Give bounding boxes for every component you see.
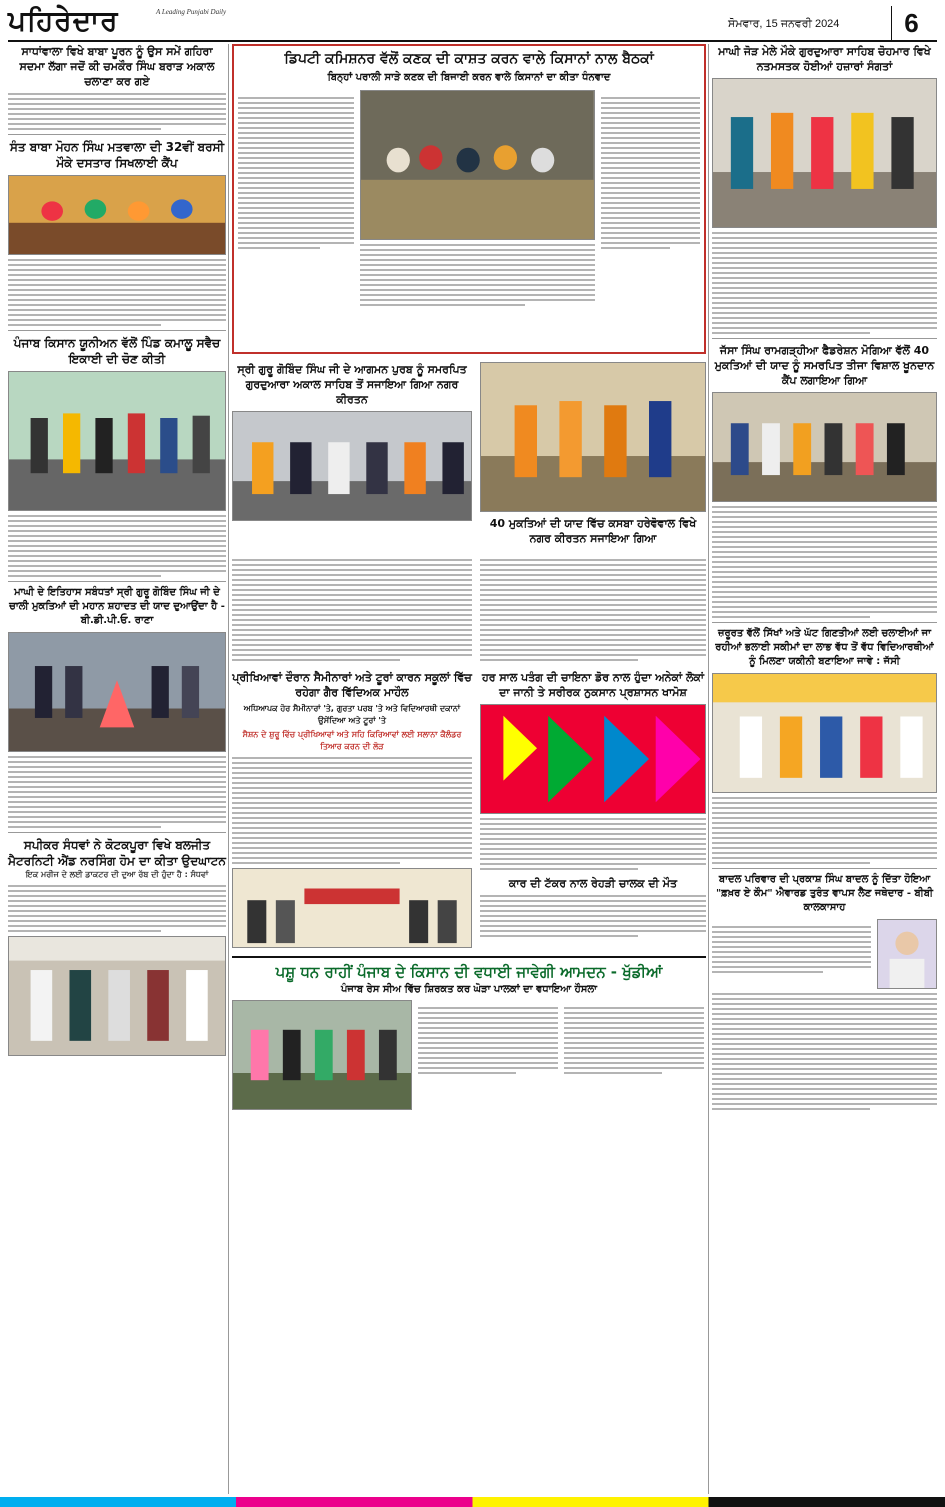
photo-hospital-inauguration [8,936,226,1056]
photo-nagar-kirtan [232,411,472,521]
middle-column [232,44,706,1110]
lead-headline: ਡਿਪਟੀ ਕਮਿਸ਼ਨਰ ਵੱਲੋਂ ਕਣਕ ਦੀ ਕਾਸ਼ਤ ਕਰਨ ਵਾਲੇ ਕਿਸਾਨਾਂ ਨਾਲ ਬੈਠਕਾਂ [284,51,654,67]
masthead [8,4,937,42]
photo-portrait [877,919,937,989]
column-divider [228,44,229,1494]
photo-maghi-mela [712,78,937,228]
article-body [480,895,706,937]
article-body [8,93,226,130]
photo-turban-camp [8,175,226,255]
newspaper-logo: ਪਹਿਰੇਦਾਰ [8,4,119,37]
article-subheadline: ਸੈਸ਼ਨ ਦੇ ਸ਼ੁਰੂ ਵਿੱਚ ਪ੍ਰੀਖਿਆਵਾਂ ਅਤੇ ਸਹਿ ਕਿਰਿਆਵਾਂ ਲਈ ਸਲਾਨਾ ਕੈਲੰਡਰ ਤਿਆਰ ਕਰਨ ਦੀ ਲੋੜ [242,730,462,751]
article-body [712,923,871,989]
article-body [712,232,937,334]
article-headline: ਸਾਧਾਂਵਾਲਾ ਵਿਖੇ ਬਾਬਾ ਪੂਰਨ ਨੂੰ ਉਸ ਸਮੇਂ ਗਹਿਰਾ ਸਦਮਾ ਲੱਗਾ ਜਦੋਂ ਕੀ ਚਮਕੌਰ ਸਿੰਘ ਬਰਾੜ ਅਕਾਲ ਚਲਾਣਾ ਕਰ ਗਏ [19,45,215,88]
article-headline: ਸ੍ਰੀ ਗੁਰੂ ਗੋਬਿੰਦ ਸਿੰਘ ਜੀ ਦੇ ਆਗਮਨ ਪੁਰਬ ਨੂੰ ਸਮਰਪਿਤ ਗੁਰਦੁਆਰਾ ਅਕਾਲ ਸਾਹਿਬ ਤੋਂ ਸਜਾਇਆ ਗਿਆ ਨਗਰ ਕੀਰਤਨ [237,363,467,406]
article-headline: ਹਰ ਸਾਲ ਪਤੰਗ ਦੀ ਚਾਇਨਾ ਡੋਰ ਨਾਲ ਹੁੰਦਾ ਅਨੇਕਾਂ ਲੋਕਾਂ ਦਾ ਜਾਨੀ ਤੇ ਸਰੀਰਕ ਨੁਕਸਾਨ ਪ੍ਰਸ਼ਾਸਨ ਖਾਮੋਸ਼ [481,671,705,699]
article-body [8,259,226,326]
article-body [232,757,472,864]
article-body [480,556,706,664]
article-body [418,1004,558,1110]
issue-date: ਸੋਮਵਾਰ, 15 ਜਨਵਰੀ 2024 [728,18,840,30]
article-body [8,515,226,577]
article-headline: ਪੰਜਾਬ ਕਿਸਾਨ ਯੂਨੀਅਨ ਵੱਲੋਂ ਪਿੰਡ ਕਮਾਲੂ ਸਵੈਚ ਇਕਾਈ ਦੀ ਚੋਣ ਕੀਤੀ [13,336,221,366]
article-body [712,993,937,1110]
lead-story-box [232,44,706,354]
article-headline: ਜੱਸਾ ਸਿੰਘ ਰਾਮਗੜ੍ਹੀਆ ਫੈਡਰੇਸ਼ਨ ਮੋਗਿਆ ਵੱਲੋਂ 40 ਮੁਕਤਿਆਂ ਦੀ ਯਾਦ ਨੂੰ ਸਮਰਪਿਤ ਤੀਜਾ ਵਿਸ਼ਾਲ ਖੂਨਦਾਨ ਕੈਂਪ ਲਗਾਇਆ ਗਿਆ [714,344,935,387]
photo-kites [480,704,706,814]
article-body [601,94,700,309]
photo-40-muktas-procession [480,362,706,512]
photo-gurdwara-committee-press [712,673,937,793]
article-body [480,818,706,870]
article-headline: ਸੰਤ ਬਾਬਾ ਮੋਹਨ ਸਿੰਘ ਮਤਵਾਲਾ ਦੀ 32ਵੀਂ ਬਰਸੀ ਮੌਕੇ ਦਸਤਾਰ ਸਿਖਲਾਈ ਕੈਂਪ [9,140,225,170]
article-body [238,94,354,309]
photo-union-meeting [8,371,226,511]
article-headline: ਸਪੀਕਰ ਸੰਧਵਾਂ ਨੇ ਕੋਟਕਪੂਰਾ ਵਿਖੇ ਬਲਜੀਤ ਮੈਟਰਨਿਟੀ ਐਂਡ ਨਰਸਿੰਗ ਹੋਮ ਦਾ ਕੀਤਾ ਉਦਘਾਟਨ [8,838,226,868]
article-headline: ਕਾਰ ਦੀ ਟੱਕਰ ਨਾਲ ਰੇਹੜੀ ਚਾਲਕ ਦੀ ਮੌਤ [508,877,678,890]
article-headline: ਪ੍ਰੀਖਿਆਵਾਂ ਦੌਰਾਨ ਸੈਮੀਨਾਰਾਂ ਅਤੇ ਟੂਰਾਂ ਕਾਰਨ ਸਕੂਲਾਂ ਵਿੱਚ ਰਹੇਗਾ ਗੈਰ ਵਿੱਦਿਅਕ ਮਾਹੌਲ [232,671,472,699]
article-body [360,244,595,306]
article-headline: ਮਾਘੀ ਜੋੜ ਮੇਲੇ ਮੌਕੇ ਗੁਰਦੁਆਰਾ ਸਾਹਿਬ ਚੋਹਮਾਰ ਵਿਖੇ ਨਤਮਸਤਕ ਹੋਈਆਂ ਹਜ਼ਾਰਾਂ ਸੰਗਤਾਂ [718,45,931,73]
tagline: A Leading Punjabi Daily [156,8,227,16]
photo-blood-donation-camp [712,392,937,502]
article-headline: ਜ਼ਰੂਰਤ ਵੱਲੋਂ ਸਿੱਖਾਂ ਅਤੇ ਘੱਟ ਗਿਣਤੀਆਂ ਲਈ ਚਲਾਈਆਂ ਜਾ ਰਹੀਆਂ ਭਲਾਈ ਸਕੀਮਾਂ ਦਾ ਲਾਭ ਵੱਧ ਤੋਂ ਵੱਧ ਵਿਦਿਆਰਥੀਆਂ ਨੂੰ ਮਿਲਣਾ ਯਕੀਨੀ ਬਣਾਇਆ ਜਾਵੇ : ਜੱਸੀ [715,628,934,667]
lead-subheadline: ਬਿਨ੍ਹਾਂ ਪਰਾਲੀ ਸਾੜੇ ਕਣਕ ਦੀ ਬਿਜਾਈ ਕਰਨ ਵਾਲੇ ਕਿਸਾਨਾਂ ਦਾ ਕੀਤਾ ਧੰਨਵਾਦ [327,72,611,83]
banner-headline: ਪਸ਼ੂ ਧਨ ਰਾਹੀਂ ਪੰਜਾਬ ਦੇ ਕਿਸਾਨ ਦੀ ਵਧਾਈ ਜਾਵੇਗੀ ਆਮਦਨ - ਖੁੱਡੀਆਂ [275,963,663,981]
photo-school-group [232,868,472,948]
article-body [232,556,472,664]
article-body [712,797,937,864]
photo-lohri-fire [8,632,226,752]
photo-horse-show [232,1000,412,1110]
article-headline: 40 ਮੁਕਤਿਆਂ ਦੀ ਯਾਦ ਵਿੱਚ ਕਸਬਾ ਹਰੇਵੋਵਾਲ ਵਿਖੇ ਨਗਰ ਕੀਰਤਨ ਸਜਾਇਆ ਗਿਆ [489,517,697,545]
left-column [8,44,226,1056]
cmyk-color-strip [0,1497,945,1507]
page-number: 6 [891,6,931,40]
article-body [8,756,226,828]
right-column [712,44,937,1113]
article-body [564,1004,704,1110]
article-body [8,885,226,932]
article-body [712,506,937,618]
photo-dc-farmers-meeting [360,90,595,240]
article-subheadline: ਇਕ ਮਰੀਜ ਦੇ ਲਈ ਡਾਕਟਰ ਦੀ ਦੁਆ ਰੱਬ ਦੀ ਹੁੰਦਾ ਹੈ : ਸੰਧਵਾਂ [25,870,209,879]
article-subheadline: ਅਧਿਆਪਕ ਹੋਰ ਸੈਮੀਨਾਰਾਂ 'ਤੇ, ਗੁਰਤਾ ਪਰਬ 'ਤੇ ਅਤੇ ਵਿਦਿਆਰਥੀ ਦਕਾਨਾਂ ਉਸੇਂਦਿਆ ਅਤੇ ਟੂਰਾਂ 'ਤੇ [243,704,461,725]
article-headline: ਮਾਘੀ ਦੇ ਇਤਿਹਾਸ ਸਬੰਧਤਾਂ ਸ੍ਰੀ ਗੁਰੂ ਗੋਬਿੰਦ ਸਿੰਘ ਜੀ ਦੇ ਚਾਲੀ ਮੁਕਤਿਆਂ ਦੀ ਮਹਾਨ ਸ਼ਹਾਦਤ ਦੀ ਯਾਦ ਦੁਆਉਂਦਾ ਹੈ - ਬੀ.ਡੀ.ਪੀ.ਓ. ਰਾਣਾ [9,587,225,626]
column-divider [708,44,709,1494]
article-headline: ਬਾਦਲ ਪਰਿਵਾਰ ਦੀ ਪ੍ਰਕਾਸ਼ ਸਿੰਘ ਬਾਦਲ ਨੂੰ ਦਿੱਤਾ ਹੋਇਆ "ਫ਼ਖ਼ਰ ਏ ਕੌਮ" ਐਵਾਰਡ ਤੁਰੰਤ ਵਾਪਸ ਲੈਣ ਜਥੇਦਾਰ - ਬੀਬੀ ਕਾਲਕਾਸਾਹ [715,874,933,913]
banner-subheadline: ਪੰਜਾਬ ਰੇਸ ਸੀਅ ਵਿੱਚ ਸ਼ਿਰਕਤ ਕਰ ਘੋੜਾ ਪਾਲਕਾਂ ਦਾ ਵਧਾਇਆ ਹੌਸਲਾ [340,984,597,995]
